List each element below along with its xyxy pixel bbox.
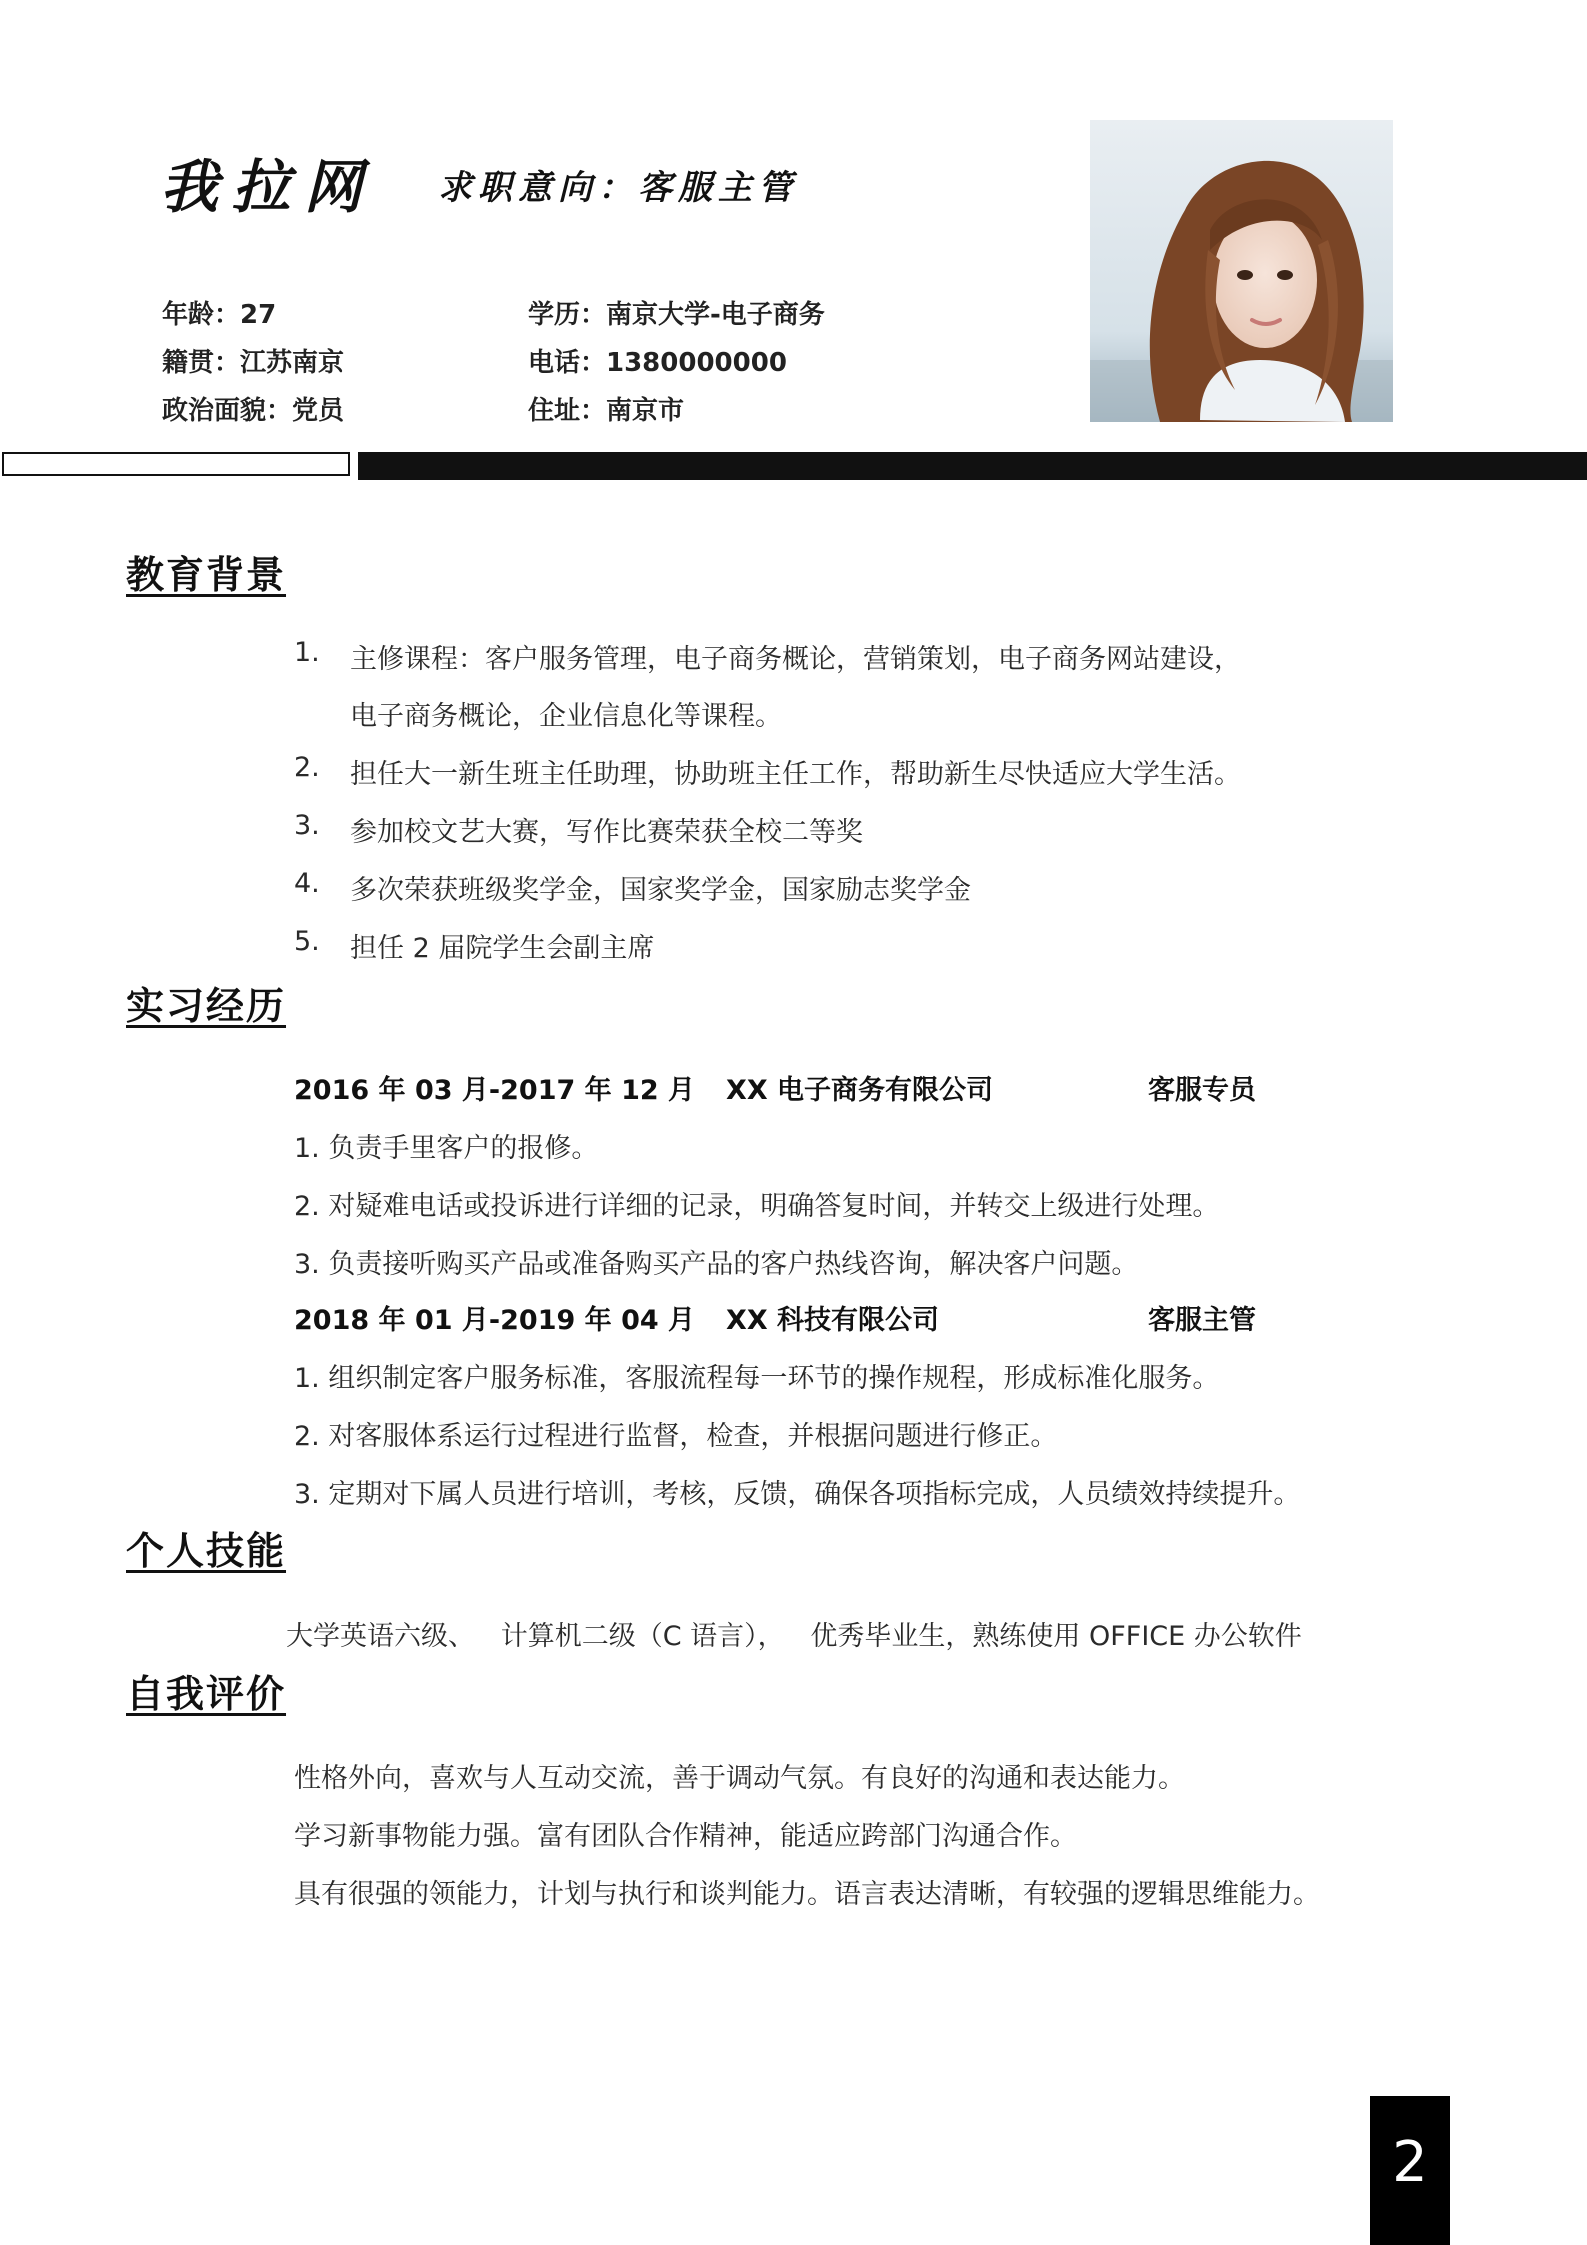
job-period: 2016 年 03 月-2017 年 12 月 xyxy=(294,1075,696,1106)
job-role: 客服主管 xyxy=(1148,1305,1256,1336)
job-period: 2018 年 01 月-2019 年 04 月 xyxy=(294,1305,696,1336)
job-duty: 1. 负责手里客户的报修。 xyxy=(294,1133,599,1164)
job-duty: 3. 定期对下属人员进行培训，考核，反馈，确保各项指标完成，人员绩效持续提升。 xyxy=(294,1479,1301,1510)
education-item-number: 5. xyxy=(294,926,320,957)
education-item: 参加校文艺大赛，写作比赛荣获全校二等奖 xyxy=(350,817,863,848)
job-role: 客服专员 xyxy=(1148,1075,1256,1106)
info-age: 年龄：27 xyxy=(162,300,277,330)
divider-outline-bar xyxy=(2,452,350,476)
education-item: 主修课程：客户服务管理，电子商务概论，营销策划，电子商务网站建设， xyxy=(350,644,1241,675)
education-item: 担任 2 届院学生会副主席 xyxy=(350,933,655,964)
profile-photo xyxy=(1090,120,1393,422)
skills-text: 大学英语六级、 计算机二级（C 语言）， 优秀毕业生，熟练使用 OFFICE 办公软件 xyxy=(286,1621,1302,1652)
job-company: XX 电子商务有限公司 xyxy=(726,1075,994,1106)
job-duty: 1. 组织制定客户服务标准，客服流程每一环节的操作规程，形成标准化服务。 xyxy=(294,1363,1220,1394)
job-duty: 3. 负责接听购买产品或准备购买产品的客户热线咨询，解决客户问题。 xyxy=(294,1249,1139,1280)
section-title-education: 教育背景 xyxy=(126,553,287,597)
info-education: 学历：南京大学-电子商务 xyxy=(528,300,825,330)
self-evaluation-line: 性格外向，喜欢与人互动交流，善于调动气氛。有良好的沟通和表达能力。 xyxy=(294,1763,1185,1794)
education-item-number: 1. xyxy=(294,637,320,668)
section-title-skills: 个人技能 xyxy=(126,1529,287,1573)
info-phone: 电话：1380000000 xyxy=(528,348,787,378)
education-item-number: 4. xyxy=(294,868,320,899)
education-item-number: 3. xyxy=(294,810,320,841)
education-item: 担任大一新生班主任助理，协助班主任工作，帮助新生尽快适应大学生活。 xyxy=(350,759,1241,790)
info-origin: 籍贯：江苏南京 xyxy=(162,348,345,378)
education-item: 多次荣获班级奖学金，国家奖学金，国家励志奖学金 xyxy=(350,875,971,906)
section-title-internship: 实习经历 xyxy=(126,984,287,1028)
job-duty: 2. 对客服体系运行过程进行监督，检查，并根据问题进行修正。 xyxy=(294,1421,1058,1452)
section-title-self-evaluation: 自我评价 xyxy=(126,1672,287,1716)
job-duty: 2. 对疑难电话或投诉进行详细的记录，明确答复时间，并转交上级进行处理。 xyxy=(294,1191,1220,1222)
self-evaluation-line: 学习新事物能力强。富有团队合作精神，能适应跨部门沟通合作。 xyxy=(294,1821,1077,1852)
self-evaluation-line: 具有很强的领能力，计划与执行和谈判能力。语言表达清晰，有较强的逻辑思维能力。 xyxy=(294,1879,1320,1910)
divider-filled-bar xyxy=(358,452,1587,480)
resume-name: 我拉网 xyxy=(160,153,377,221)
education-item-continued: 电子商务概论，企业信息化等课程。 xyxy=(350,701,782,732)
job-company: XX 科技有限公司 xyxy=(726,1305,940,1336)
job-intent: 求职意向：客服主管 xyxy=(438,168,798,208)
education-item-number: 2. xyxy=(294,752,320,783)
info-address: 住址：南京市 xyxy=(528,396,685,426)
page-number: 2 xyxy=(1392,2130,1428,2195)
info-politics: 政治面貌：党员 xyxy=(162,396,345,426)
